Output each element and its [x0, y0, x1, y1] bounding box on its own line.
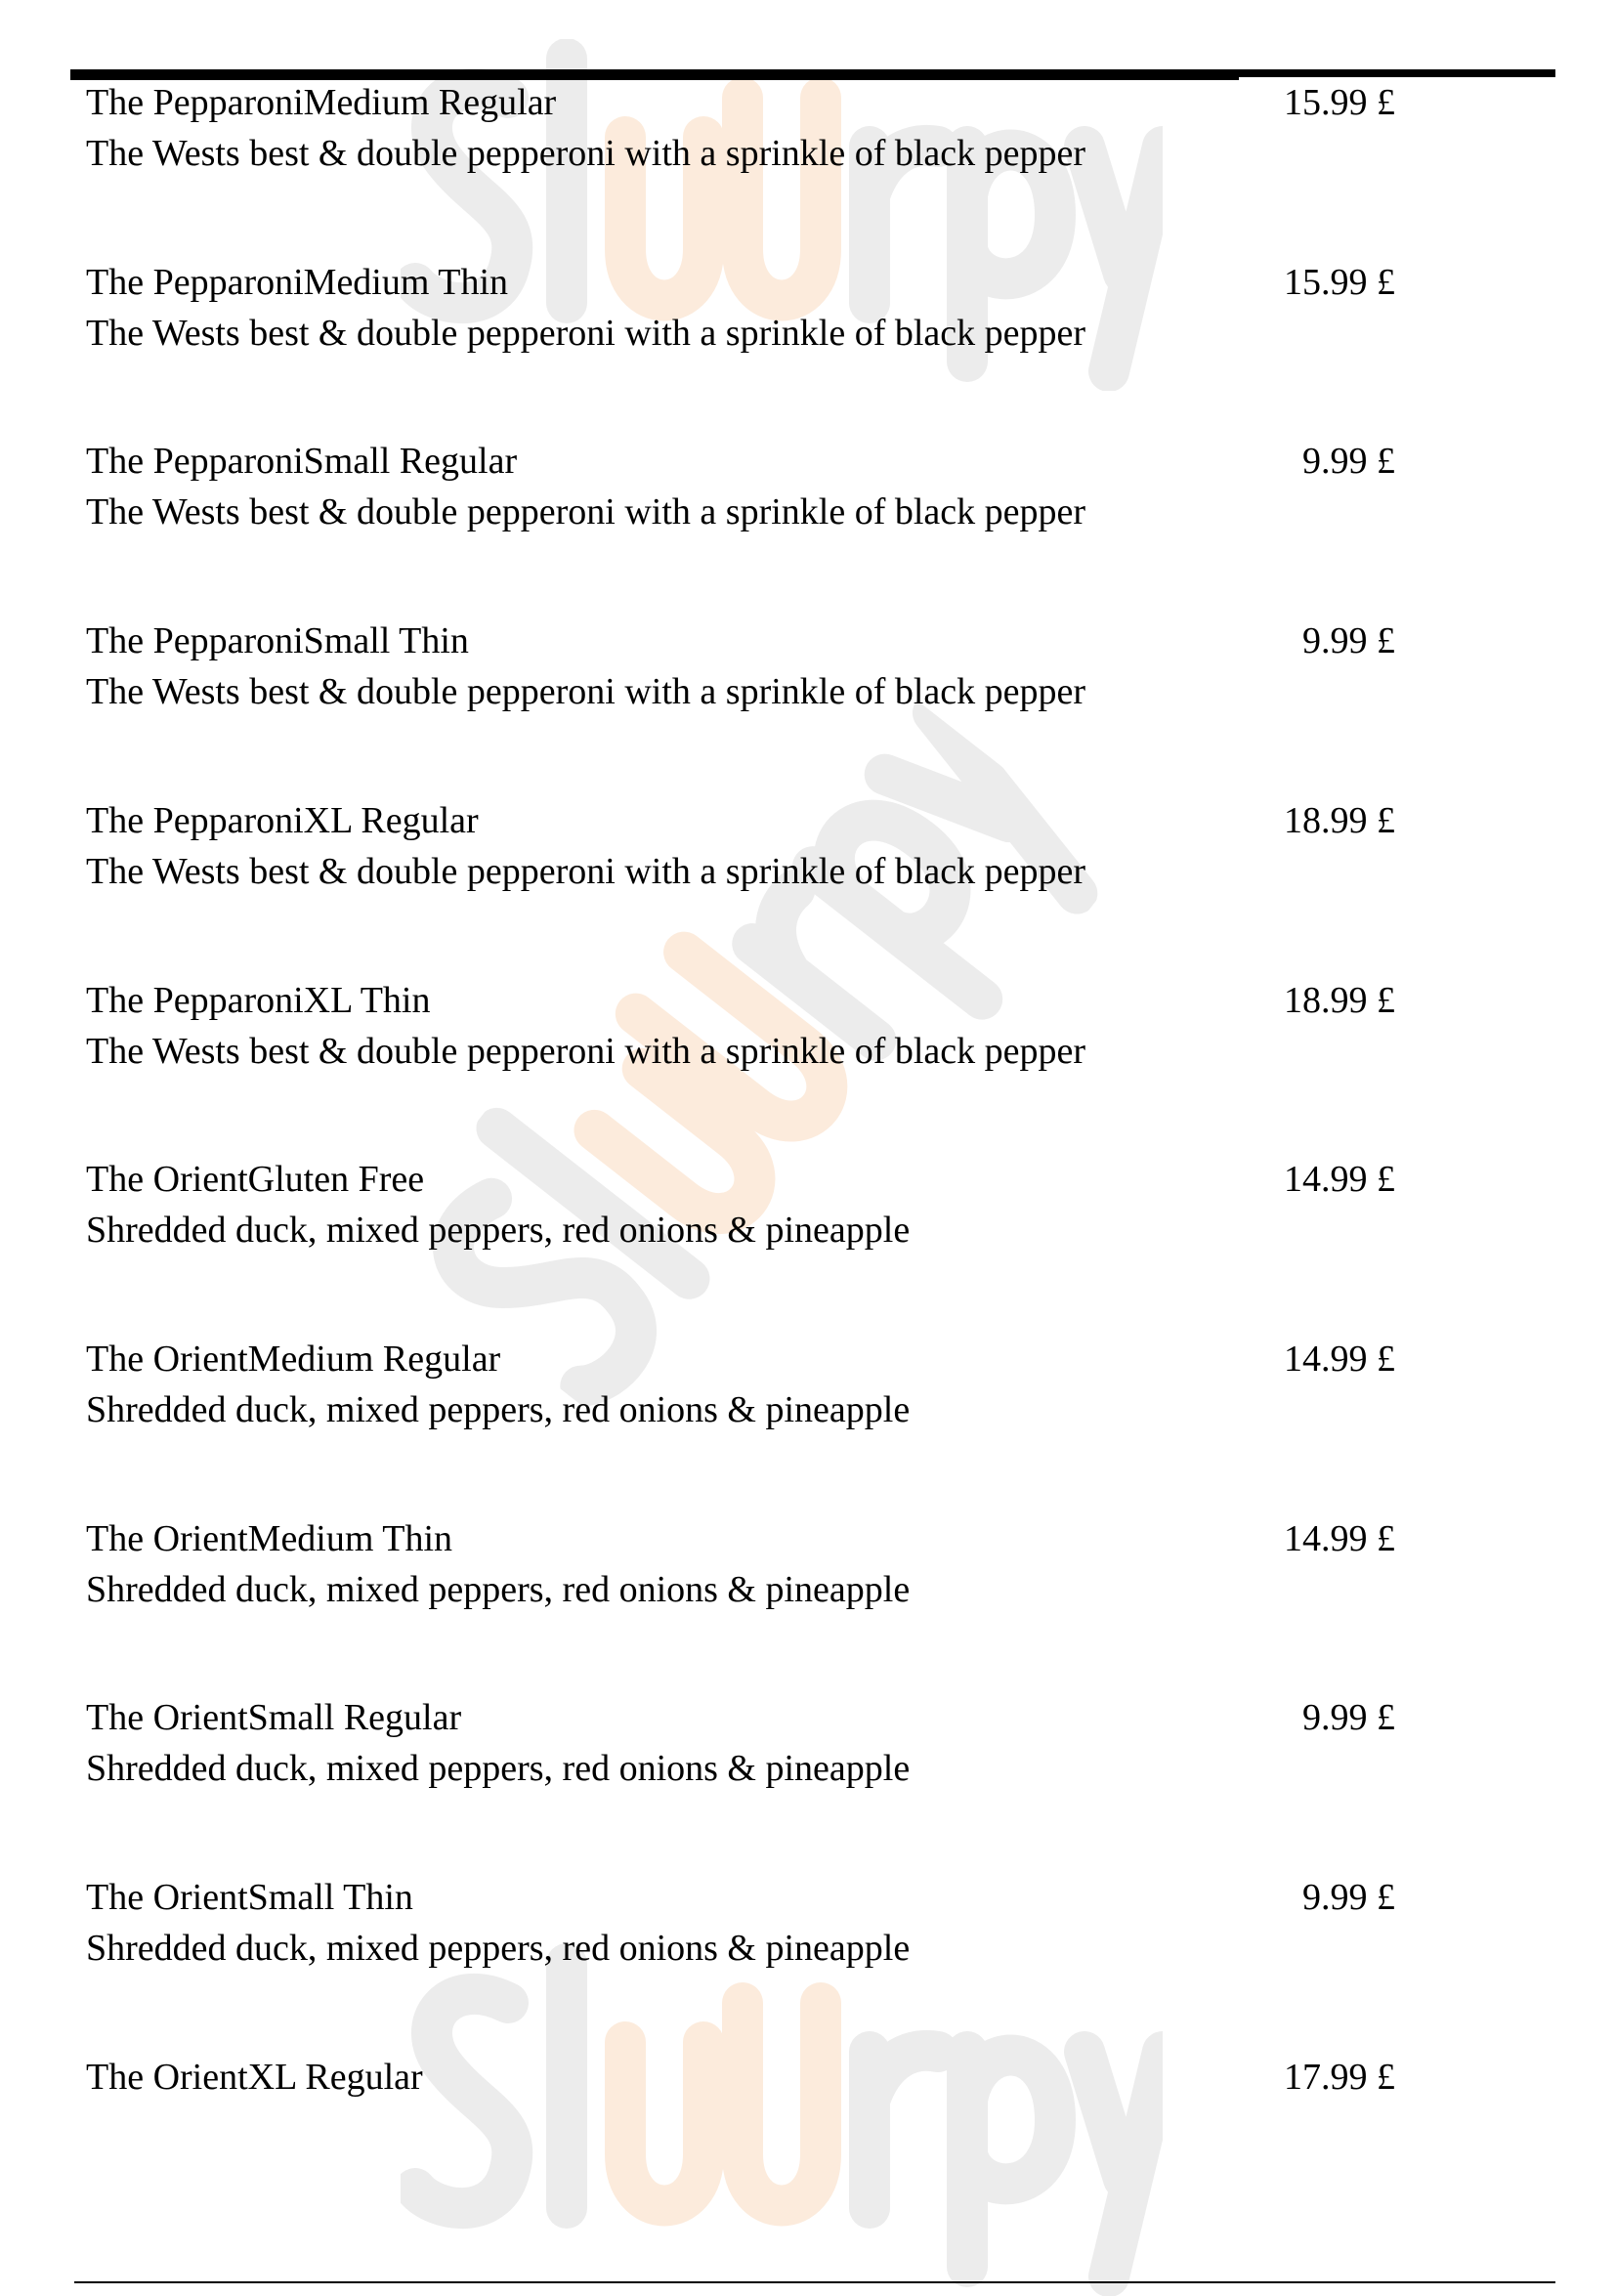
item-price: 9.99 £ — [1302, 620, 1395, 662]
item-description: The Wests best & double pepperoni with a sprinkle of black pepper — [86, 850, 1086, 892]
item-price: 17.99 £ — [1284, 2056, 1395, 2098]
item-price: 9.99 £ — [1302, 1697, 1395, 1739]
menu-item — [86, 1154, 1395, 1334]
item-price: 15.99 £ — [1284, 82, 1395, 123]
item-title: The OrientSmall Thin — [86, 1877, 413, 1918]
menu-item — [86, 2052, 1395, 2232]
item-description: The Wests best & double pepperoni with a sprinkle of black pepper — [86, 491, 1086, 533]
item-description: The Wests best & double pepperoni with a sprinkle of black pepper — [86, 312, 1086, 354]
item-title: The PepparoniMedium Thin — [86, 261, 509, 303]
item-title: The PepparoniXL Thin — [86, 979, 431, 1021]
item-title: The PepparoniXL Regular — [86, 799, 479, 841]
item-price: 9.99 £ — [1302, 441, 1395, 483]
item-title: The OrientXL Regular — [86, 2056, 423, 2098]
item-title: The OrientSmall Regular — [86, 1697, 462, 1739]
item-price: 18.99 £ — [1284, 799, 1395, 841]
menu-item — [86, 795, 1395, 975]
menu-item — [86, 1692, 1395, 1872]
menu-item — [86, 616, 1395, 795]
item-description: The Wests best & double pepperoni with a sprinkle of black pepper — [86, 133, 1086, 174]
item-title: The OrientMedium Regular — [86, 1338, 501, 1380]
item-description: Shredded duck, mixed peppers, red onions & pineapple — [86, 1928, 911, 1969]
item-title: The OrientMedium Thin — [86, 1517, 453, 1559]
menu-item — [86, 257, 1395, 437]
bottom-divider — [74, 2281, 1555, 2283]
item-price: 14.99 £ — [1284, 1159, 1395, 1201]
menu-item — [86, 1513, 1395, 1693]
item-description: Shredded duck, mixed peppers, red onions & pineapple — [86, 1210, 911, 1252]
item-price: 14.99 £ — [1284, 1338, 1395, 1380]
item-title: The PepparoniMedium Regular — [86, 82, 557, 123]
item-title: The PepparoniSmall Regular — [86, 441, 518, 483]
menu-item — [86, 1334, 1395, 1513]
item-description: Shredded duck, mixed peppers, red onions & pineapple — [86, 1388, 911, 1430]
menu-item — [86, 436, 1395, 616]
menu-item — [86, 975, 1395, 1155]
item-description: The Wests best & double pepperoni with a sprinkle of black pepper — [86, 1030, 1086, 1072]
item-title: The PepparoniSmall Thin — [86, 620, 469, 662]
item-price: 9.99 £ — [1302, 1877, 1395, 1918]
menu-item — [86, 77, 1395, 257]
item-title: The OrientGluten Free — [86, 1159, 425, 1201]
item-description: Shredded duck, mixed peppers, red onions & pineapple — [86, 1748, 911, 1790]
item-description: The Wests best & double pepperoni with a sprinkle of black pepper — [86, 671, 1086, 713]
item-price: 14.99 £ — [1284, 1517, 1395, 1559]
menu-item — [86, 1872, 1395, 2052]
item-price: 15.99 £ — [1284, 261, 1395, 303]
item-description: Shredded duck, mixed peppers, red onions & pineapple — [86, 1568, 911, 1610]
item-price: 18.99 £ — [1284, 979, 1395, 1021]
